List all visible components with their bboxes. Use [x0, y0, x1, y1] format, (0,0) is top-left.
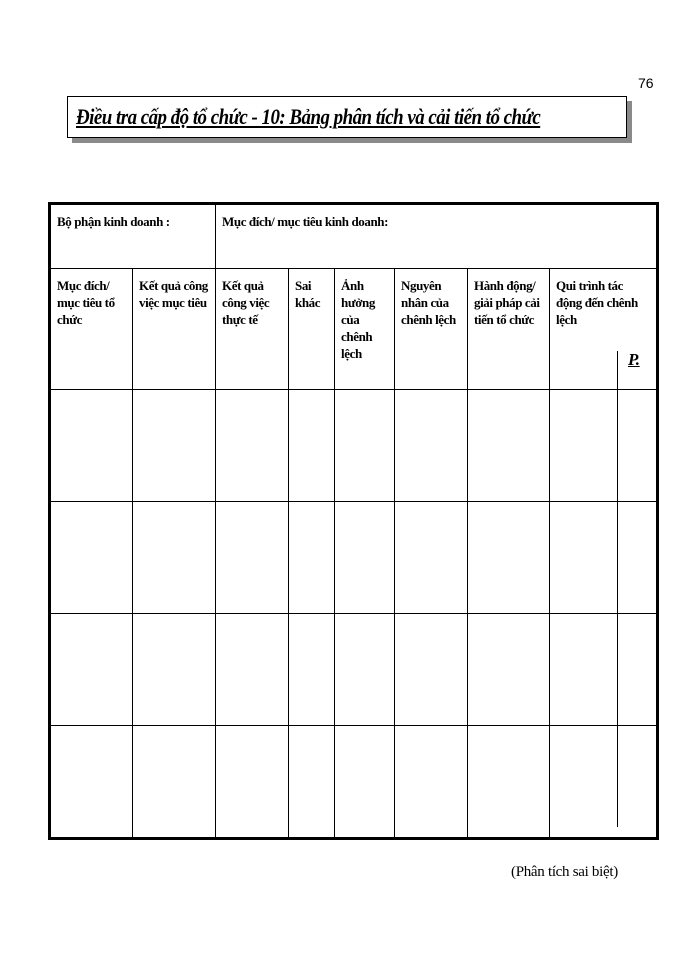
- business-goal-label: Mục đích/ mục tiêu kinh doanh:: [216, 204, 658, 269]
- process-split-line: [617, 502, 618, 613]
- p-marker: P.: [628, 350, 640, 369]
- table-cell[interactable]: [468, 614, 550, 726]
- table-cell[interactable]: [50, 614, 133, 726]
- analysis-table: [48, 202, 659, 840]
- table-cell[interactable]: [335, 614, 395, 726]
- col-header-target-result: Kết quả công việc mục tiêu: [133, 269, 216, 390]
- table-cell[interactable]: [550, 726, 658, 839]
- table-cell[interactable]: [216, 390, 289, 502]
- table-cell[interactable]: [468, 390, 550, 502]
- table-cell[interactable]: [550, 502, 658, 614]
- page-title: Điều tra cấp độ tổ chức - 10: Bảng phân tích và cải tiến tổ chức: [76, 104, 541, 129]
- title-box: [67, 96, 627, 138]
- table-cell[interactable]: [216, 502, 289, 614]
- col-header-difference: Sai khác: [289, 269, 335, 390]
- table-cell[interactable]: [50, 502, 133, 614]
- table-cell[interactable]: [468, 726, 550, 839]
- process-split-line: [617, 726, 618, 827]
- col-header-actual-result: Kết quả công việc thực tế: [216, 269, 289, 390]
- table-row: [50, 726, 658, 839]
- col-header-cause: Nguyên nhân của chênh lệch: [395, 269, 468, 390]
- process-split-line: [617, 390, 618, 501]
- table-cell[interactable]: [289, 614, 335, 726]
- table-cell[interactable]: [289, 390, 335, 502]
- table-header-row: [50, 204, 658, 269]
- table-cell[interactable]: [395, 390, 468, 502]
- table-cell[interactable]: [50, 390, 133, 502]
- table-cell[interactable]: [335, 502, 395, 614]
- table-cell[interactable]: [335, 390, 395, 502]
- footer-note: (Phân tích sai biệt): [511, 864, 618, 880]
- table-cell[interactable]: [133, 502, 216, 614]
- table-cell[interactable]: [216, 614, 289, 726]
- table-cell[interactable]: [50, 726, 133, 839]
- table-cell[interactable]: [133, 726, 216, 839]
- process-split-line: [617, 614, 618, 725]
- column-header-row: [50, 269, 658, 390]
- col-header-action: Hành động/ giải pháp cải tiến tổ chức: [468, 269, 550, 390]
- table-row: [50, 614, 658, 726]
- table-cell[interactable]: [216, 726, 289, 839]
- table-cell[interactable]: [395, 726, 468, 839]
- table-cell[interactable]: [468, 502, 550, 614]
- col-header-process-label: Qui trình tác động đến chênh lệch: [556, 278, 638, 327]
- table-cell[interactable]: [395, 502, 468, 614]
- table-cell[interactable]: [550, 390, 658, 502]
- table-row: [50, 390, 658, 502]
- table-cell[interactable]: [133, 614, 216, 726]
- table-cell[interactable]: [289, 726, 335, 839]
- table-cell[interactable]: [289, 502, 335, 614]
- col-header-impact: Ảnh hưởng của chênh lệch: [335, 269, 395, 390]
- table-cell[interactable]: [395, 614, 468, 726]
- table-cell[interactable]: [550, 614, 658, 726]
- table-cell[interactable]: [335, 726, 395, 839]
- page-number: 76: [638, 75, 654, 91]
- table-row: [50, 502, 658, 614]
- table-cell[interactable]: [133, 390, 216, 502]
- process-split-line: [617, 351, 618, 389]
- business-unit-label: Bộ phận kinh doanh :: [50, 204, 216, 269]
- col-header-process: [550, 269, 658, 390]
- col-header-org-goal: Mục đích/ mục tiêu tổ chức: [50, 269, 133, 390]
